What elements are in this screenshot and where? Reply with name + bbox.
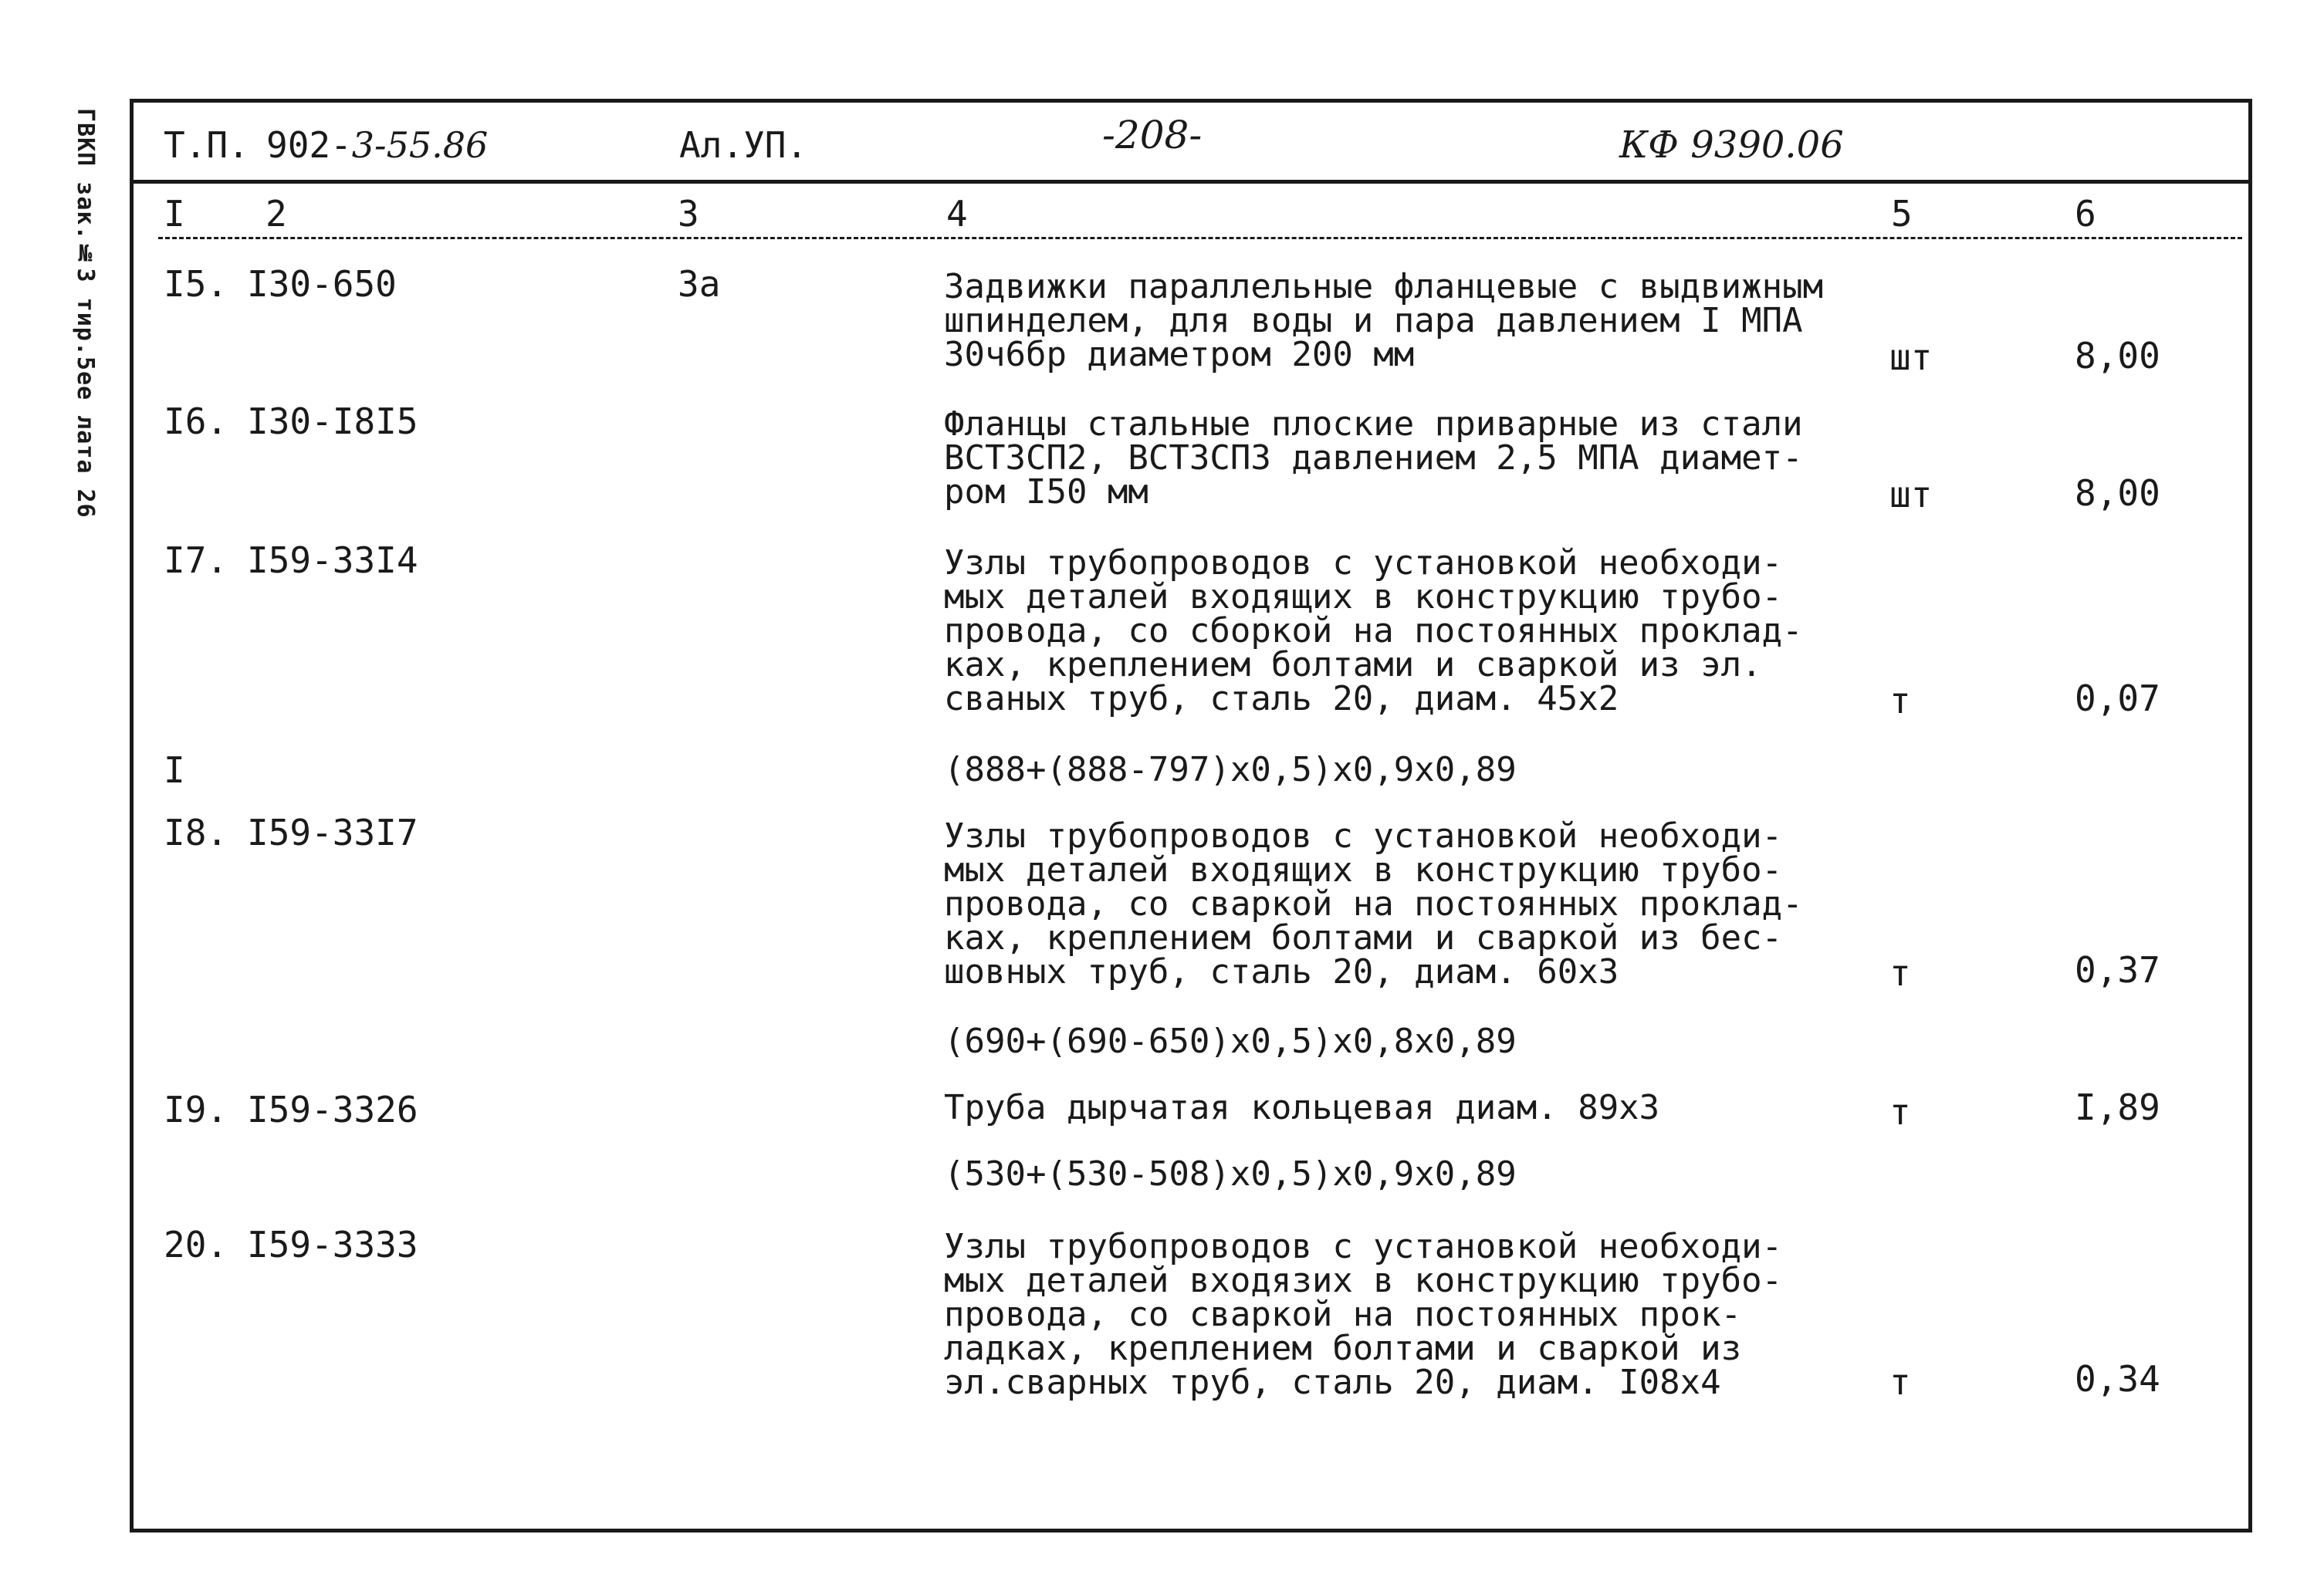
row-code: I59-33I7	[247, 812, 418, 853]
description-line: эл.сварных труб, сталь 20, диам. I08х4	[944, 1363, 1721, 1402]
row-quantity: 0,07	[2075, 678, 2160, 719]
description-line: мых деталей входязих в конструкцию трубо-	[944, 1261, 1783, 1300]
row-quantity: I,89	[2075, 1086, 2160, 1128]
row-unit: т	[1889, 1091, 1911, 1133]
row-description	[944, 750, 1893, 789]
description-line: провода, со сваркой на постоянных прок-	[944, 1295, 1742, 1334]
row-number: I8.	[164, 812, 228, 853]
row-code: I59-3326	[247, 1089, 418, 1130]
calculation-formula: (888+(888-797)х0,5)х0,9х0,89	[944, 750, 1517, 789]
page-number: -208-	[1102, 113, 1203, 157]
row-number: I6.	[164, 400, 228, 442]
row-quantity: 0,37	[2075, 949, 2160, 991]
description-line: сваных труб, сталь 20, диам. 45х2	[944, 679, 1619, 718]
row-code: I30-I8I5	[247, 400, 418, 442]
tp-label: Т.П.	[164, 124, 249, 166]
row-quantity: 8,00	[2075, 335, 2160, 377]
row-number: I	[164, 749, 185, 791]
row-quantity: 0,34	[2075, 1358, 2160, 1400]
tp-number-hand: 3-55.86	[351, 124, 489, 166]
description-line: провода, со сваркой на постоянных проклад-	[944, 884, 1803, 924]
row-unit: шт	[1889, 474, 1933, 515]
tp-number	[266, 124, 489, 166]
description-line: шпинделем, для воды и пара давлением I МПА	[944, 301, 1803, 340]
row-number: I7.	[164, 539, 228, 581]
row-ref: 3а	[678, 263, 721, 305]
description-line: ках, креплением болтами и сваркой из бес-	[944, 918, 1783, 958]
description-line: Задвижки параллельные фланцевые с выдвижным	[944, 267, 1824, 306]
row-number: I9.	[164, 1089, 228, 1130]
row-number: I5.	[164, 263, 228, 305]
description-line: шовных труб, сталь 20, диам. 60х3	[944, 952, 1619, 992]
column-number-2: 2	[266, 193, 287, 235]
row-unit: т	[1889, 952, 1911, 994]
description-line: Узлы трубопроводов с установкой необходи-	[944, 543, 1783, 583]
description-line: Фланцы стальные плоские приварные из стали	[944, 404, 1803, 444]
description-line: ром I50 мм	[944, 472, 1148, 512]
description-line: Труба дырчатая кольцевая диам. 89х3	[944, 1088, 1660, 1127]
row-description	[944, 1227, 1893, 1402]
row-code: I59-33I4	[247, 539, 418, 581]
description-line: провода, со сборкой на постоянных проклад-	[944, 611, 1803, 651]
description-line: ВСТ3СП2, ВСТ3СП3 давлением 2,5 МПА диамет-	[944, 438, 1803, 478]
row-description	[944, 1154, 1893, 1194]
row-unit: шт	[1889, 336, 1933, 378]
row-unit: т	[1889, 1361, 1911, 1403]
description-line: Узлы трубопроводов с установкой необходи-	[944, 816, 1783, 856]
header-divider	[130, 180, 2252, 184]
column-number-5: 5	[1891, 193, 1913, 235]
row-unit: т	[1889, 680, 1911, 721]
album-label: Ал.УП.	[679, 124, 808, 166]
row-description	[944, 404, 1893, 512]
tp-number-prefix: 902-	[266, 124, 352, 166]
description-line: мых деталей входящих в конструкцию трубо-	[944, 577, 1783, 617]
description-line: мых деталей входящих в конструкцию трубо-	[944, 850, 1783, 890]
description-line: ладках, креплением болтами и сваркой из	[944, 1329, 1742, 1368]
column-number-4: 4	[946, 193, 968, 235]
calculation-formula: (690+(690-650)х0,5)х0,8х0,89	[944, 1022, 1517, 1061]
description-line: ках, креплением болтами и сваркой из эл.	[944, 645, 1762, 684]
column-number-1: I	[164, 193, 185, 235]
row-description	[944, 543, 1893, 718]
document-code: КФ 9390.06	[1619, 123, 1844, 167]
row-code: I30-650	[247, 263, 397, 305]
column-number-3: 3	[678, 193, 699, 235]
column-number-6: 6	[2075, 193, 2096, 235]
description-line: 30ч6бр диаметром 200 мм	[944, 335, 1415, 374]
row-description	[944, 816, 1893, 992]
row-description	[944, 1022, 1893, 1061]
calculation-formula: (530+(530-508)х0,5)х0,9х0,89	[944, 1154, 1517, 1194]
description-line: Узлы трубопроводов с установкой необходи-	[944, 1227, 1783, 1266]
row-code: I59-3333	[247, 1224, 418, 1266]
side-stamp: ГВКП зак.№3 тир.5ее лата 26	[72, 108, 99, 519]
row-number: 20.	[164, 1224, 228, 1266]
column-number-divider	[158, 237, 2242, 239]
row-description	[944, 267, 1893, 374]
row-quantity: 8,00	[2075, 472, 2160, 514]
row-description	[944, 1088, 1893, 1127]
